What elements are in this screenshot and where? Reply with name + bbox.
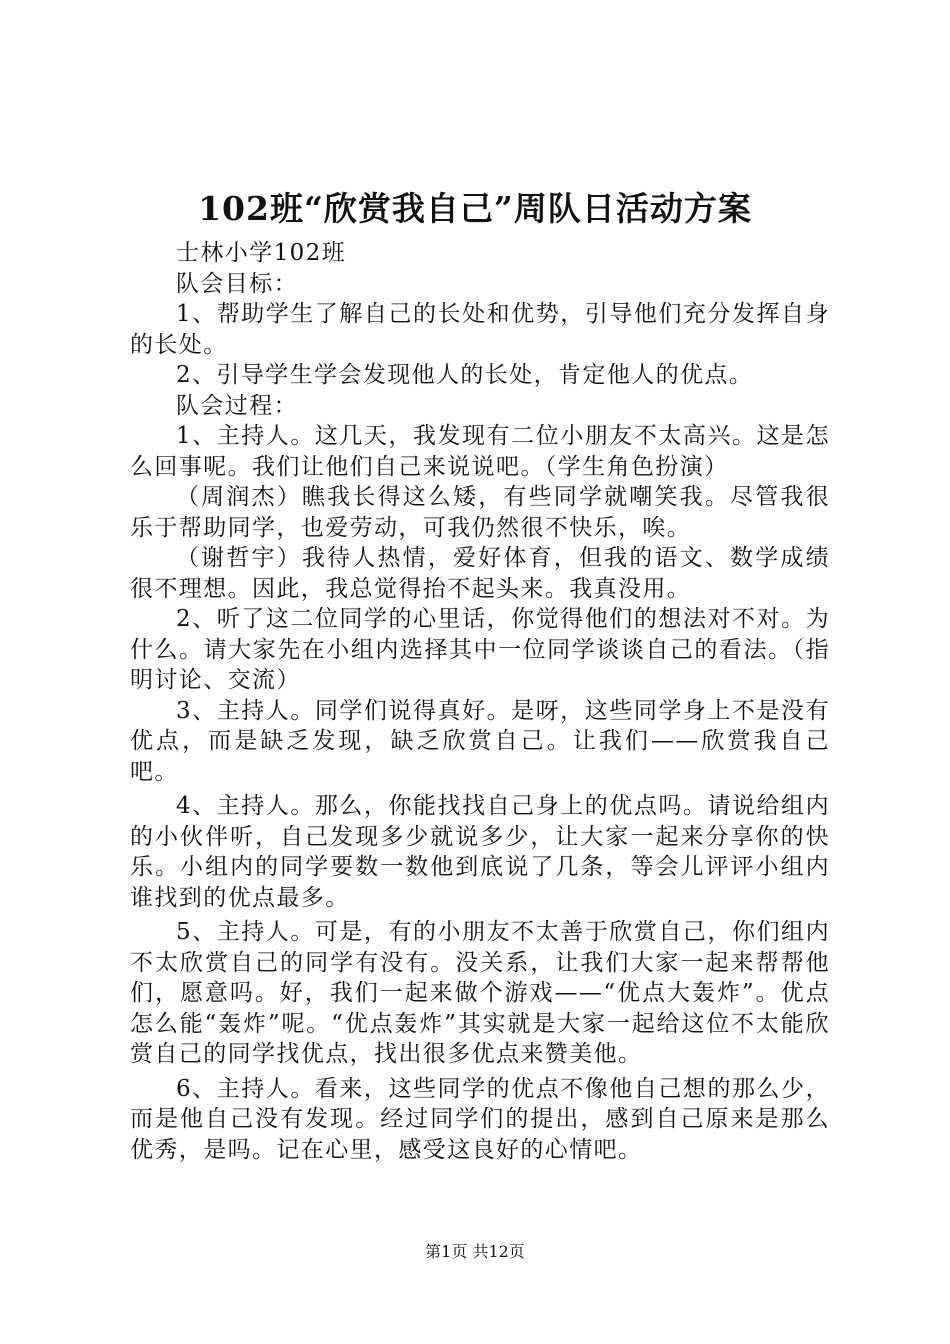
document-title: 102班“欣赏我自己”周队日活动方案: [198, 189, 752, 228]
role-play-zhou: （周润杰）瞧我长得这么矮，有些同学就嘲笑我。尽管我很乐于帮助同学，也爱劳动，可我仍然很不快乐，唉。: [130, 484, 830, 541]
process-step-3: 3、主持人。同学们说得真好。是呀，这些同学身上不是没有优点，而是缺乏发现，缺乏欣赏自己。让我们——欣赏我自己吧。: [130, 697, 830, 785]
process-heading: 队会过程：: [176, 392, 298, 419]
document-body: [130, 238, 830, 1165]
process-step-6: 6、主持人。看来，这些同学的优点不像他自己想的那么少，而是他自己没有发现。经过同学们的提出，感到自己原来是那么优秀，是吗。记在心里，感受这良好的心情吧。: [130, 1075, 830, 1163]
goals-heading: 队会目标：: [176, 270, 298, 297]
role-play-xie: （谢哲宇）我待人热情，爱好体育，但我的语文、数学成绩很不理想。因此，我总觉得抬不起头来。我真没用。: [130, 545, 830, 602]
school-class-line: 士林小学102班: [176, 240, 347, 266]
goal-item-1: 1、帮助学生了解自己的长处和优势，引导他们充分发挥自身的长处。: [130, 301, 830, 358]
goal-item-2: 2、引导学生学会发现他人的长处，肯定他人的优点。: [176, 362, 754, 388]
process-step-1: 1、主持人。这几天，我发现有二位小朋友不太高兴。这是怎么回事呢。我们让他们自己来说说吧。（学生角色扮演）: [130, 423, 830, 480]
process-step-4: 4、主持人。那么，你能找找自己身上的优点吗。请说给组内的小伙伴听，自己发现多少就说多少，让大家一起来分享你的快乐。小组内的同学要数一数他到底说了几条，等会儿评评小组内谁找到的优点最多。: [130, 793, 830, 911]
page-footer: 第1页 共12页: [425, 1242, 525, 1261]
process-step-5: 5、主持人。可是，有的小朋友不太善于欣赏自己，你们组内不太欣赏自己的同学有没有。没关系，让我们大家一起来帮帮他们，愿意吗。好，我们一起来做个游戏——“优点大轰炸”。优点怎么能“轰炸”呢。“优点轰炸”其实就是大家一起给这位不太能欣赏自己的同学找优点，找出很多优点来赞美他。: [130, 919, 830, 1067]
process-step-2: 2、听了这二位同学的心里话，你觉得他们的想法对不对。为什么。请大家先在小组内选择其中一位同学谈谈自己的看法。（指明讨论、交流）: [130, 606, 830, 693]
